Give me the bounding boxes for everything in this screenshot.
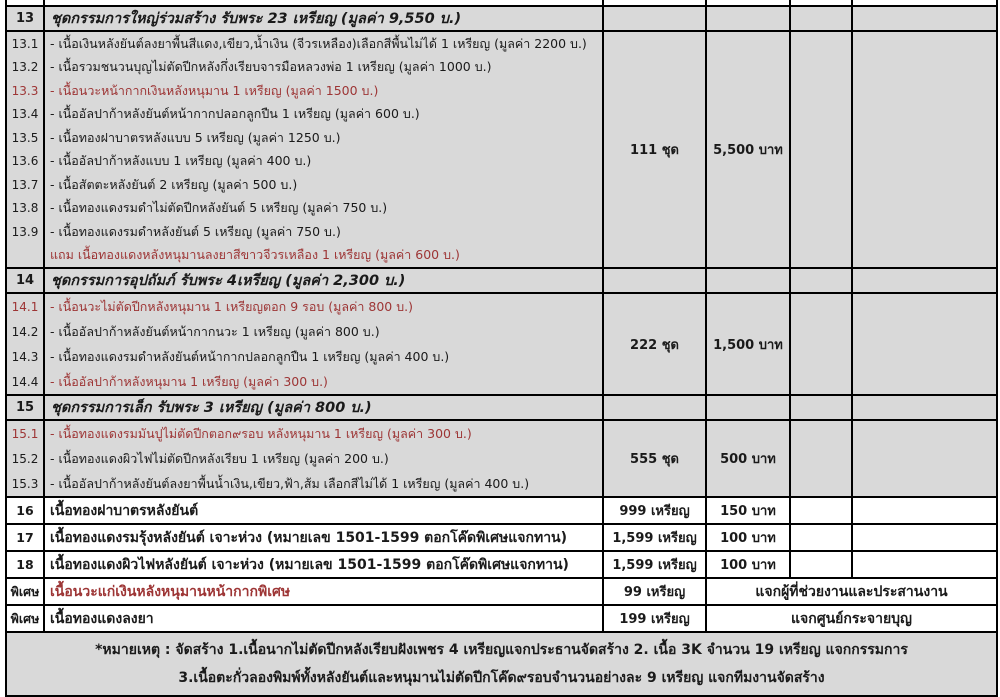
empty-cell [790, 395, 852, 420]
note-cell: แจกศูนย์กระจายบุญ [706, 605, 997, 632]
section-title: ชุดกรรมการเล็ก รับพระ 3 เหรียญ (มูลค่า 800 บ.) [44, 395, 603, 420]
item-number: 14.2 [11, 324, 39, 339]
empty-cell [852, 31, 997, 268]
item-number: 13.1 [11, 36, 39, 51]
item-description: - เนื้อทองแดงผิวไฟไม่ตัดปีกหลังเรียบ 1 เหรียญ (มูลค่า 200 บ.) [50, 450, 389, 466]
item-number: 13.5 [11, 130, 39, 145]
item-description: - เนื้ออัลปาก้าหลังยันต์ลงยาพื้นน้ำเงิน,เขียว,ฟ้า,ส้ม เลือกสีไม่ได้ 1 เหรียญ (มูลค่า 400 บ.) [50, 475, 530, 491]
empty-cell [852, 293, 997, 395]
item-description: - เนื้อรวมชนวนบุญไม่ตัดปีกหลังกึ่งเรียบจารมือหลวงพ่อ 1 เหรียญ (มูลค่า 1000 บ.) [50, 59, 492, 75]
price-cell: 100 บาท [706, 551, 790, 578]
empty-cell [603, 6, 706, 31]
empty-cell [706, 6, 790, 31]
table-row-section-15-body [6, 420, 997, 497]
empty-cell [603, 268, 706, 293]
table-row-section-13-body [6, 31, 997, 268]
item-number: 13.6 [11, 154, 39, 169]
empty-cell [790, 420, 852, 497]
item-number: 17 [6, 524, 44, 551]
empty-cell [852, 524, 997, 551]
section-number: 15 [6, 395, 44, 420]
item-description: - เนื้อทองแดงรมดำไม่ตัดปีกหลังยันต์ 5 เหรียญ (มูลค่า 750 บ.) [50, 200, 388, 216]
item-description-column [44, 420, 603, 497]
item-number: 18 [6, 551, 44, 578]
item-number: 13.7 [11, 177, 39, 192]
quantity-cell: 1,599 เหรียญ [603, 551, 706, 578]
item-number: 14.4 [11, 374, 39, 389]
amulet-price-table [5, 0, 998, 697]
empty-cell [852, 268, 997, 293]
quantity-cell: 222 ชุด [603, 293, 706, 395]
item-number: พิเศษ [6, 605, 44, 632]
item-description: - เนื้อทองฝาบาตรหลังแบบ 5 เหรียญ (มูลค่า 1250 บ.) [50, 129, 341, 145]
price-cell: 100 บาท [706, 524, 790, 551]
quantity-cell: 555 ชุด [603, 420, 706, 497]
table-row-special-1 [6, 578, 997, 605]
item-description: เนื้อนวะแก่เงินหลังหนุมานหน้ากากพิเศษ [44, 578, 603, 605]
empty-cell [706, 395, 790, 420]
item-description: เนื้อทองแดงผิวไฟหลังยันต์ เจาะห่วง (หมายเลข 1501-1599 ตอกโค๊ดพิเศษแจกทาน) [44, 551, 603, 578]
empty-cell [852, 6, 997, 31]
item-description: - เนื้อนวะหน้ากากเงินหลังหนุมาน 1 เหรียญ (มูลค่า 1500 บ.) [50, 82, 379, 98]
item-description: - เนื้ออัลปาก้าหลังหนุมาน 1 เหรียญ (มูลค่า 300 บ.) [50, 373, 328, 389]
empty-cell [790, 6, 852, 31]
item-number: 13.8 [11, 201, 39, 216]
quantity-cell: 111 ชุด [603, 31, 706, 268]
item-description: - เนื้อทองแดงรมดำหลังยันต์ 5 เหรียญ (มูลค่า 750 บ.) [50, 223, 341, 239]
item-description-column [44, 31, 603, 268]
section-title: ชุดกรรมการอุปถัมภ์ รับพระ 4เหรียญ (มูลค่า 2,300 บ.) [44, 268, 603, 293]
quantity-cell: 199 เหรียญ [603, 605, 706, 632]
item-number [7, 244, 43, 268]
table-row-section-15-header [6, 395, 997, 420]
item-number: 15.1 [11, 426, 39, 441]
item-description: เนื้อทองฝาบาตรหลังยันต์ [44, 497, 603, 524]
quantity-cell: 999 เหรียญ [603, 497, 706, 524]
empty-cell [790, 31, 852, 268]
item-description: เนื้อทองแดงรมรุ้งหลังยันต์ เจาะห่วง (หมายเลข 1501-1599 ตอกโค๊ดพิเศษแจกทาน) [44, 524, 603, 551]
item-number: พิเศษ [6, 578, 44, 605]
item-description: - เนื้อนวะไม่ตัดปีกหลังหนุมาน 1 เหรียญตอก 9 รอบ (มูลค่า 800 บ.) [50, 298, 414, 314]
empty-cell [790, 268, 852, 293]
quantity-cell: 99 เหรียญ [603, 578, 706, 605]
section-number: 14 [6, 268, 44, 293]
item-number-column [6, 31, 44, 268]
item-description: แถม เนื้อทองแดงหลังหนุมานลงยาสีขาวจีวรเหลือง 1 เหรียญ (มูลค่า 600 บ.) [50, 247, 460, 263]
item-description: - เนื้อเงินหลังยันต์ลงยาพื้นสีแดง,เขียว,น้ำเงิน (จีวรเหลือง)เลือกสีพื้นไม่ได้ 1 เหรียญ (มูลค่า 2200 บ.) [50, 35, 587, 51]
item-number: 16 [6, 497, 44, 524]
quantity-cell: 1,599 เหรียญ [603, 524, 706, 551]
item-number: 15.2 [11, 451, 39, 466]
item-description: - เนื้อทองแดงรมดำหลังยันต์หน้ากากปลอกลูกปืน 1 เหรียญ (มูลค่า 400 บ.) [50, 348, 450, 364]
table-row-section-14-body [6, 293, 997, 395]
footnote-cell [6, 632, 997, 696]
price-cell: 150 บาท [706, 497, 790, 524]
footnote-line-2: 3.เนื้อตะกั่วลองพิมพ์ทั้งหลังยันต์และหนุมานไม่ตัดปีกโค๊ด๙รอบจำนวนอย่างละ 9 เหรียญ แจกทีมงานจัดสร้าง [178, 670, 825, 686]
item-number: 13.4 [11, 107, 39, 122]
empty-cell [706, 268, 790, 293]
price-cell: 500 บาท [706, 420, 790, 497]
empty-cell [790, 497, 852, 524]
table-row-section-14-header [6, 268, 997, 293]
item-description-column [44, 293, 603, 395]
empty-cell [603, 395, 706, 420]
table-row-16 [6, 497, 997, 524]
empty-cell [790, 293, 852, 395]
item-description: - เนื้อทองแดงรมมันปูไม่ตัดปีกตอก๙รอบ หลังหนุมาน 1 เหรียญ (มูลค่า 300 บ.) [50, 425, 472, 441]
item-number: 13.3 [11, 83, 39, 98]
item-description: เนื้อทองแดงลงยา [44, 605, 603, 632]
item-description: - เนื้ออัลปาก้าหลังยันต์หน้ากากปลอกลูกปืน 1 เหรียญ (มูลค่า 600 บ.) [50, 106, 420, 122]
table-row-section-13-header [6, 6, 997, 31]
table-row-special-2 [6, 605, 997, 632]
item-number-column [6, 293, 44, 395]
item-number: 14.3 [11, 349, 39, 364]
item-description: - เนื้ออัลปาก้าหลังแบบ 1 เหรียญ (มูลค่า 400 บ.) [50, 153, 312, 169]
table-row-18 [6, 551, 997, 578]
empty-cell [852, 497, 997, 524]
section-number: 13 [6, 6, 44, 31]
item-number: 15.3 [11, 476, 39, 491]
table-row-footnote [6, 632, 997, 696]
item-number: 14.1 [11, 299, 39, 314]
item-description: - เนื้อสัตตะหลังยันต์ 2 เหรียญ (มูลค่า 500 บ.) [50, 176, 298, 192]
item-number: 13.9 [11, 224, 39, 239]
empty-cell [790, 551, 852, 578]
item-number-column [6, 420, 44, 497]
item-description: - เนื้ออัลปาก้าหลังยันต์หน้ากากนวะ 1 เหรียญ (มูลค่า 800 บ.) [50, 323, 380, 339]
section-title: ชุดกรรมการใหญ่ร่วมสร้าง รับพระ 23 เหรียญ (มูลค่า 9,550 บ.) [44, 6, 603, 31]
empty-cell [790, 524, 852, 551]
price-cell: 5,500 บาท [706, 31, 790, 268]
empty-cell [852, 420, 997, 497]
item-number: 13.2 [11, 60, 39, 75]
footnote-line-1: *หมายเหตุ : จัดสร้าง 1.เนื้อนากไม่ตัดปีกหลังเรียบฝังเพชร 4 เหรียญแจกประธานจัดสร้าง 2. เนื้อ 3K จำนวน 19 เหรียญ แจกกรรมการ [95, 642, 908, 658]
note-cell: แจกผู้ที่ช่วยงานและประสานงาน [706, 578, 997, 605]
empty-cell [852, 551, 997, 578]
empty-cell [852, 395, 997, 420]
price-cell: 1,500 บาท [706, 293, 790, 395]
table-row-17 [6, 524, 997, 551]
